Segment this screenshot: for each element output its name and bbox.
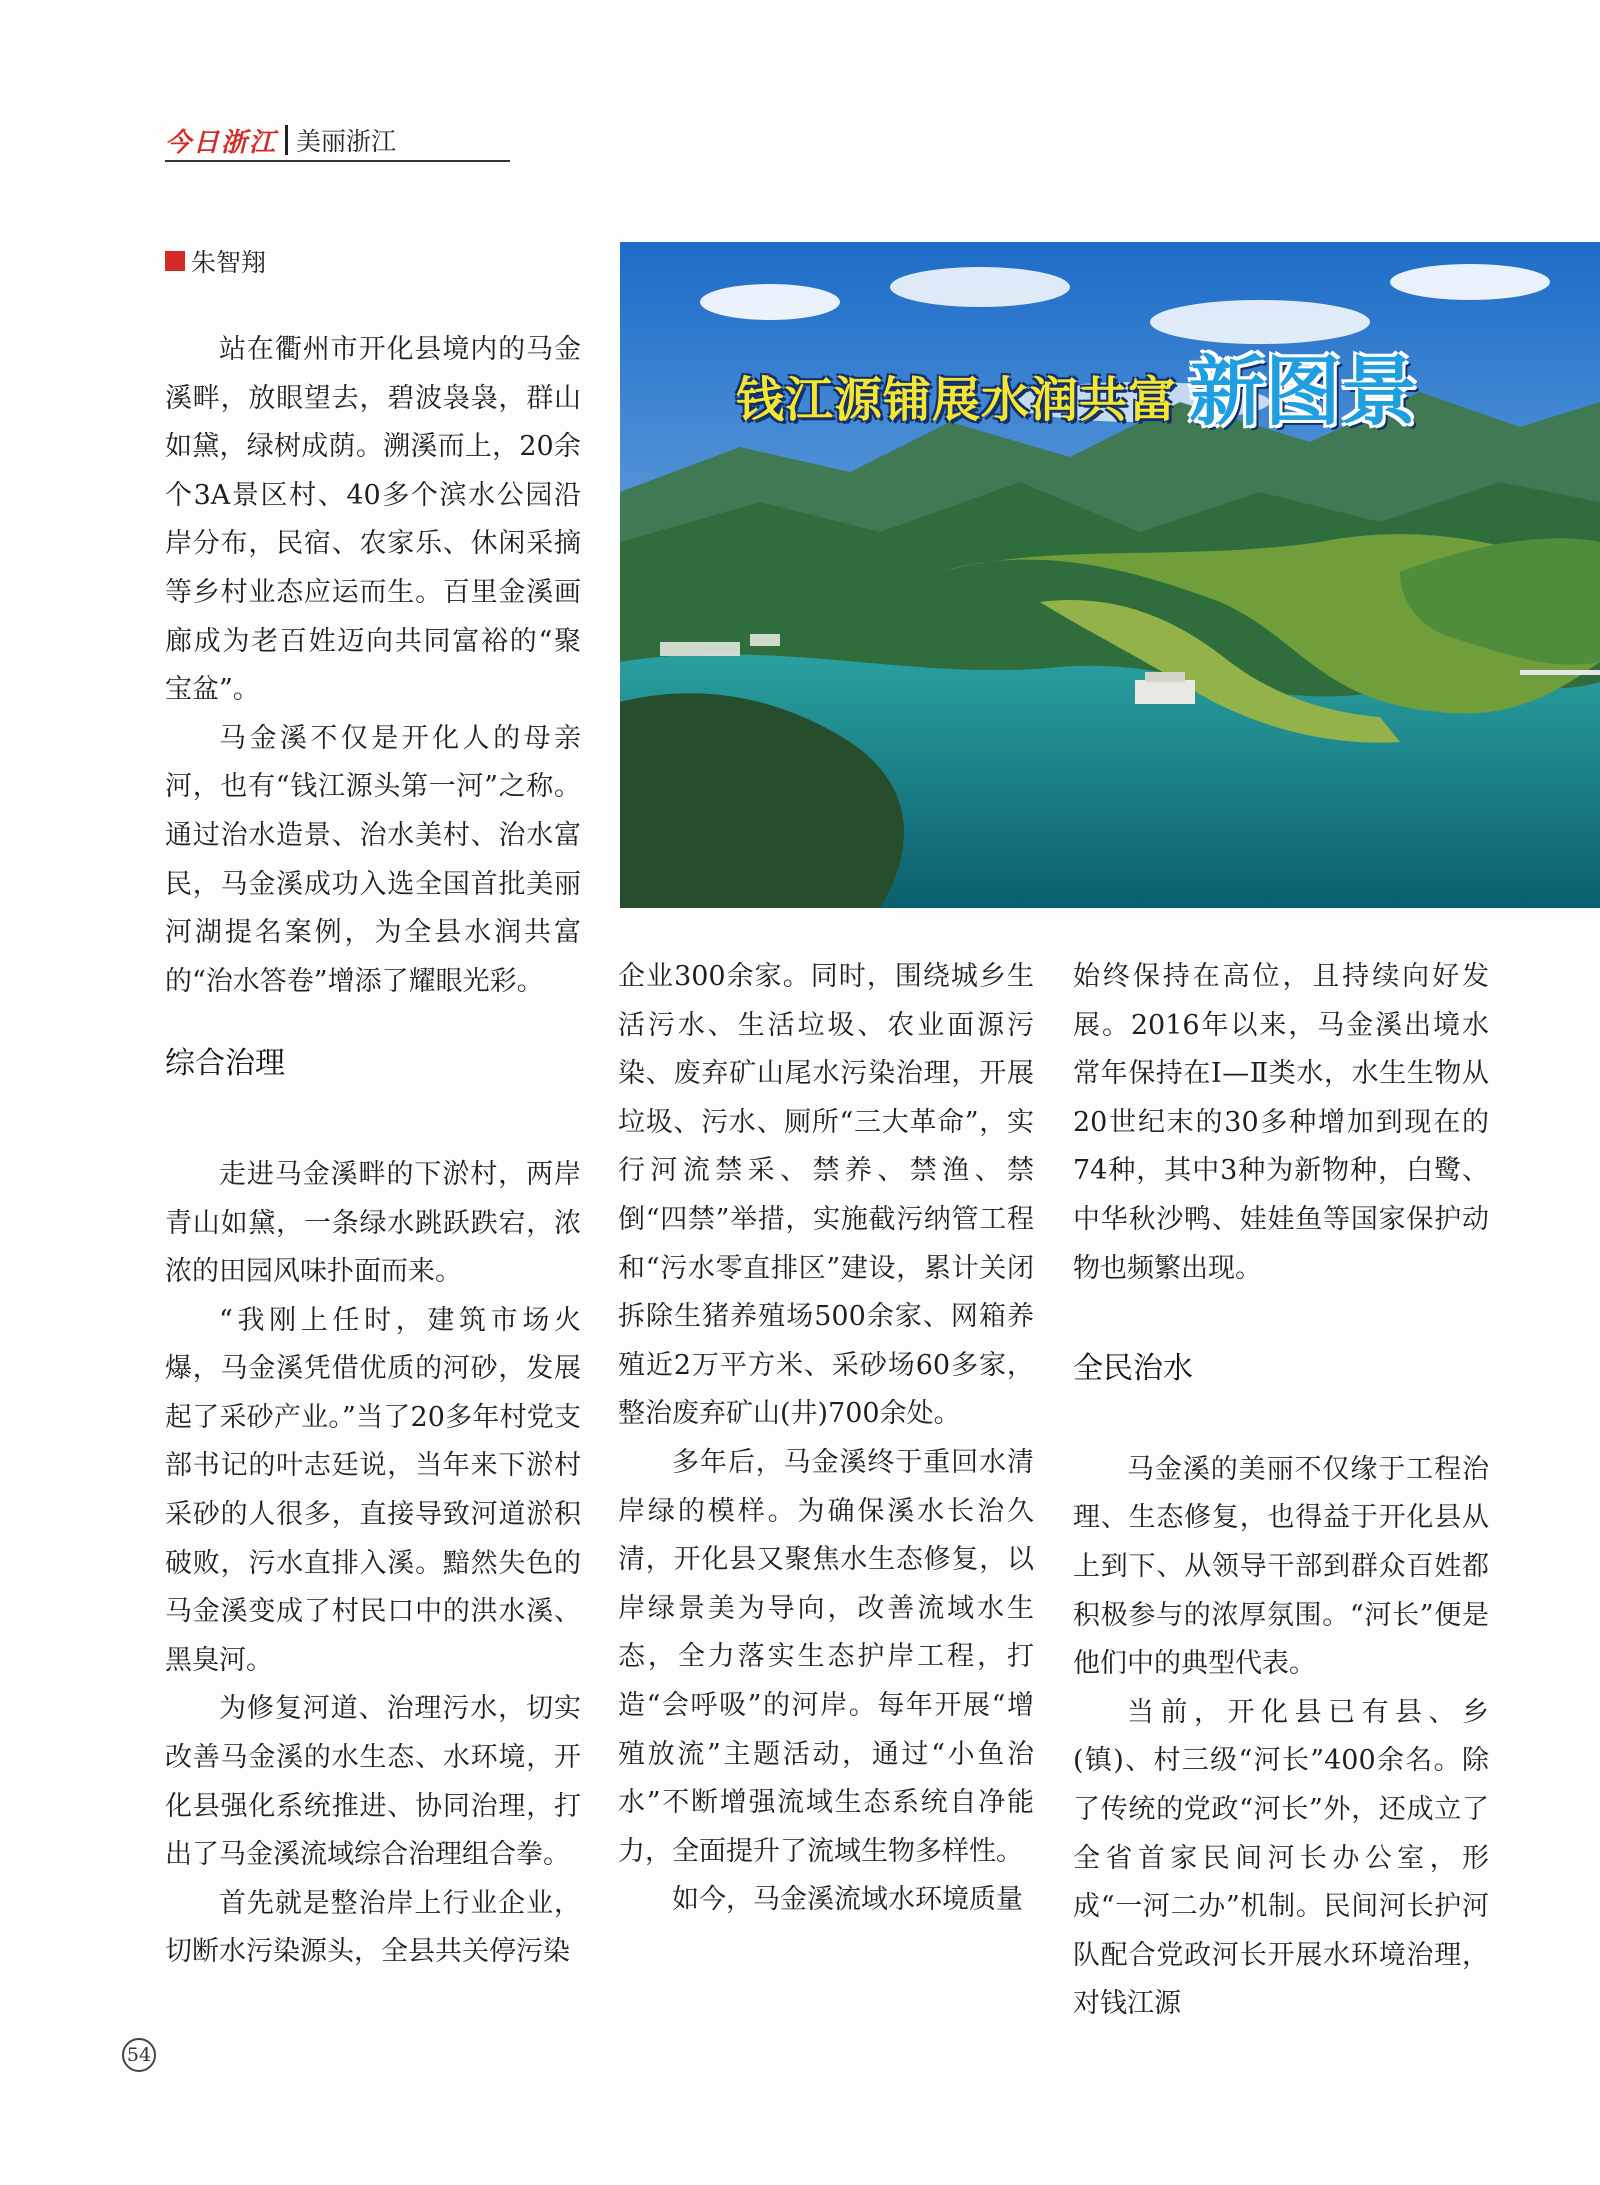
paragraph: 站在衢州市开化县境内的马金溪畔，放眼望去，碧波袅袅，群山如黛，绿树成荫。溯溪而上，20余个3A景区村、40多个滨水公园沿岸分布，民宿、农家乐、休闲采摘等乡村业态应运而生。百里金溪画廊成为老百姓迈向共同富裕的“聚宝盆”。	[165, 334, 581, 706]
paragraph: 走进马金溪畔的下淤村，两岸青山如黛，一条绿水跳跃跌宕，浓浓的田园风味扑面而来。	[165, 1158, 581, 1288]
author-marker-square	[165, 251, 185, 271]
paragraph: 如今，马金溪流域水环境质量	[672, 1884, 1023, 1916]
magazine-logo: 今日浙江	[165, 127, 278, 158]
article-column-1	[165, 326, 581, 1977]
page-number: 54	[122, 2038, 156, 2072]
article-column-3	[1073, 953, 1489, 2029]
paragraph: “我刚上任时，建筑市场火爆，马金溪凭借优质的河砂，发展起了采砂产业。”当了20多年村党支部书记的叶志廷说，当年来下淤村采砂的人很多，直接导致河道淤积破败，污水直排入溪。黯然失色的马金溪变成了村民口中的洪水溪、黑臭河。	[165, 1304, 581, 1676]
paragraph: 马金溪不仅是开化人的母亲河，也有“钱江源头第一河”之称。通过治水造景、治水美村、治水富民，马金溪成功入选全国首批美丽河湖提名案例，为全县水润共富的“治水答卷”增添了耀眼光彩。	[165, 722, 581, 997]
masthead-separator	[285, 125, 288, 155]
section-name: 美丽浙江	[296, 127, 397, 156]
paragraph-continued: 始终保持在高位，且持续向好发展。2016年以来，马金溪出境水常年保持在Ⅰ—Ⅱ类水，水生生物从20世纪末的30多种增加到现在的74种，其中3种为新物种，白鹭、中华秋沙鸭、娃娃鱼等国家保护动物也频繁出现。	[1073, 961, 1489, 1284]
hero-title-accent: 新图景	[1189, 347, 1418, 436]
section-heading-all-people-water-governance: 全民治水	[1073, 1351, 1193, 1387]
paragraph: 马金溪的美丽不仅缘于工程治理、生态修复，也得益于开化县从上到下、从领导干部到群众百姓都积极参与的浓厚氛围。“河长”便是他们中的典型代表。	[1073, 1453, 1489, 1680]
article-column-2	[618, 953, 1034, 1925]
paragraph: 为修复河道、治理污水，切实改善马金溪的水生态、水环境，开化县强化系统推进、协同治理，打出了马金溪流域综合治理组合拳。	[165, 1693, 581, 1871]
masthead-rule	[165, 160, 510, 162]
section-heading-comprehensive-governance: 综合治理	[165, 1046, 285, 1082]
masthead	[165, 120, 396, 160]
hero-title	[736, 347, 1418, 436]
paragraph: 多年后，马金溪终于重回水清岸绿的模样。为确保溪水长治久清，开化县又聚焦水生态修复，以岸绿景美为导向，改善流域水生态，全力落实生态护岸工程，打造“会呼吸”的河岸。每年开展“增殖放流”主题活动，通过“小鱼治水”不断增强流域生态系统自净能力，全面提升了流域生物多样性。	[618, 1446, 1034, 1867]
paragraph-continued: 企业300余家。同时，围绕城乡生活污水、生活垃圾、农业面源污染、废弃矿山尾水污染治理，开展垃圾、污水、厕所“三大革命”，实行河流禁采、禁养、禁渔、禁倒“四禁”举措，实施截污纳管工程和“污水零直排区”建设，累计关闭拆除生猪养殖场500余家、网箱养殖近2万平方米、采砂场60多家，整治废弃矿山(井)700余处。	[618, 961, 1034, 1430]
paragraph: 首先就是整治岸上行业企业，切断水污染源头，全县共关停污染	[165, 1887, 581, 1968]
author-line	[165, 243, 266, 279]
hero-photo	[620, 242, 1600, 908]
aerial-lake-landscape-image	[620, 242, 1600, 908]
hero-title-main: 钱江源铺展水润共富	[736, 372, 1178, 428]
author-name: 朱智翔	[191, 248, 267, 277]
paragraph: 当前，开化县已有县、乡(镇)、村三级“河长”400余名。除了传统的党政“河长”外，还成立了全省首家民间河长办公室，形成“一河二办”机制。民间河长护河队配合党政河长开展水环境治理，对钱江源	[1073, 1696, 1489, 2020]
